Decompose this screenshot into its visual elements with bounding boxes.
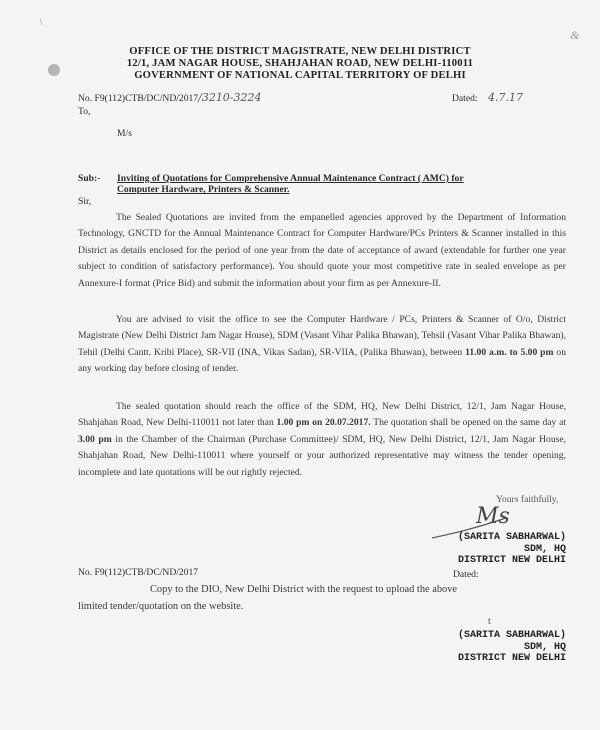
salutation: Sir, <box>78 196 92 207</box>
paragraph-2-text-b: on any working day before closing of tender. <box>78 346 566 375</box>
subject-line-1: Inviting of Quotations for Comprehensive Annual Maintenance Contract ( AMC) for <box>117 173 464 184</box>
header-line-2: 12/1, JAM NAGAR HOUSE, SHAHJAHAN ROAD, NEW DELHI-110011 <box>126 58 474 69</box>
dated-field <box>452 91 523 104</box>
signatory-name-2: (SARITA SABHARWAL) <box>457 630 566 641</box>
paragraph-1 <box>78 210 566 292</box>
signature-mark-2: t <box>488 616 491 627</box>
dated-label-2: Dated: <box>453 569 479 580</box>
visit-hours: 11.00 a.m. to 5.00 pm <box>465 346 554 358</box>
subject-line-2: Computer Hardware, Printers & Scanner. <box>117 184 290 195</box>
signature-block-2 <box>458 630 566 665</box>
paragraph-2 <box>78 312 566 378</box>
reference-number <box>78 91 262 104</box>
closing: Yours faithfully, <box>496 494 559 505</box>
paragraph-3-text-a: The sealed quotation should reach the office of the SDM, HQ, New Delhi District, 12/1, Jam Nagar House, Shahjahan Road, New Delhi-110011 not later than <box>78 401 566 429</box>
dated-label: Dated: <box>452 93 478 104</box>
signatory-designation-2: SDM, HQ <box>523 641 566 653</box>
copy-line-2: limited tender/quotation on the website. <box>78 601 244 612</box>
header-line-3: GOVERNMENT OF NATIONAL CAPITAL TERRITORY OF DELHI <box>134 70 466 81</box>
paragraph-3-text-b: The quotation shall be opened on the same day at <box>370 417 567 429</box>
reference-number-2: No. F9(112)CTB/DC/ND/2017 <box>78 567 199 578</box>
signatory-district-2: DISTRICT NEW DELHI <box>457 653 566 665</box>
subject-label: Sub:- <box>78 173 101 184</box>
handwritten-dispatch-number: /3210-3224 <box>198 91 262 104</box>
addressee: M/s <box>117 128 132 139</box>
deadline: 1.00 pm on 20.07.2017. <box>276 417 371 429</box>
paragraph-2-text-a: You are advised to visit the office to see the Computer Hardware / PCs, Printers & Scanner of O/o, District Magistrate (New Delhi District Jam Nagar House), SDM (Vasant Vihar Palika Bhawan), Tehsil (Vasant Vihar Palika Bhawan), Tehil (Delhi Cantt. Kribi Place), SR-VII (INA, Vikas Sadan), SR-VIIA, (Palika Bhawan), between <box>78 314 566 358</box>
header-line-1: OFFICE OF THE DISTRICT MAGISTRATE, NEW DELHI DISTRICT <box>129 46 471 57</box>
handwritten-date: 4.7.17 <box>487 91 523 104</box>
paragraph-3-text-c: in the Chamber of the Chairman (Purchase Committee)/ SDM, HQ, New Delhi District, 12/1, Jam Nagar House, Shahjahan Road, New Delhi-110011 where yourself or your authorized representative may witness the tender opening, incomplete and late quotations will be out rightly rejected. <box>78 433 567 478</box>
signatory-name: (SARITA SABHARWAL) <box>457 532 566 543</box>
corner-mark: & <box>570 28 580 42</box>
signature-scrawl: Ms <box>476 504 510 529</box>
margin-mark: \ <box>40 17 43 27</box>
opening-time: 3.00 pm <box>78 433 112 445</box>
reference-number-text: No. F9(112)CTB/DC/ND/2017 <box>78 93 199 104</box>
to-label: To, <box>78 106 91 117</box>
copy-line-1: Copy to the DIO, New Delhi District with the request to upload the above <box>150 584 458 595</box>
paragraph-3 <box>78 399 566 481</box>
signature-block-1 <box>458 532 566 567</box>
signatory-designation: SDM, HQ <box>523 543 566 555</box>
signatory-district: DISTRICT NEW DELHI <box>457 555 566 567</box>
paragraph-1-text: The Sealed Quotations are invited from the empanelled agencies approved by the Department of Information Technology, GNCTD for the Annual Maintenance Contract for Computer Hardware/PCs Printers & Scanner installed in this District as details enclosed for the period of one year from the date of acceptance of award (extendable for further one year subject to condition of satisfactory performance). You should quote your most competitive rate in sealed envelope as per Annexure-I format (Price Bid) and submit the information about your firm as per Annexure-II. <box>78 212 566 289</box>
